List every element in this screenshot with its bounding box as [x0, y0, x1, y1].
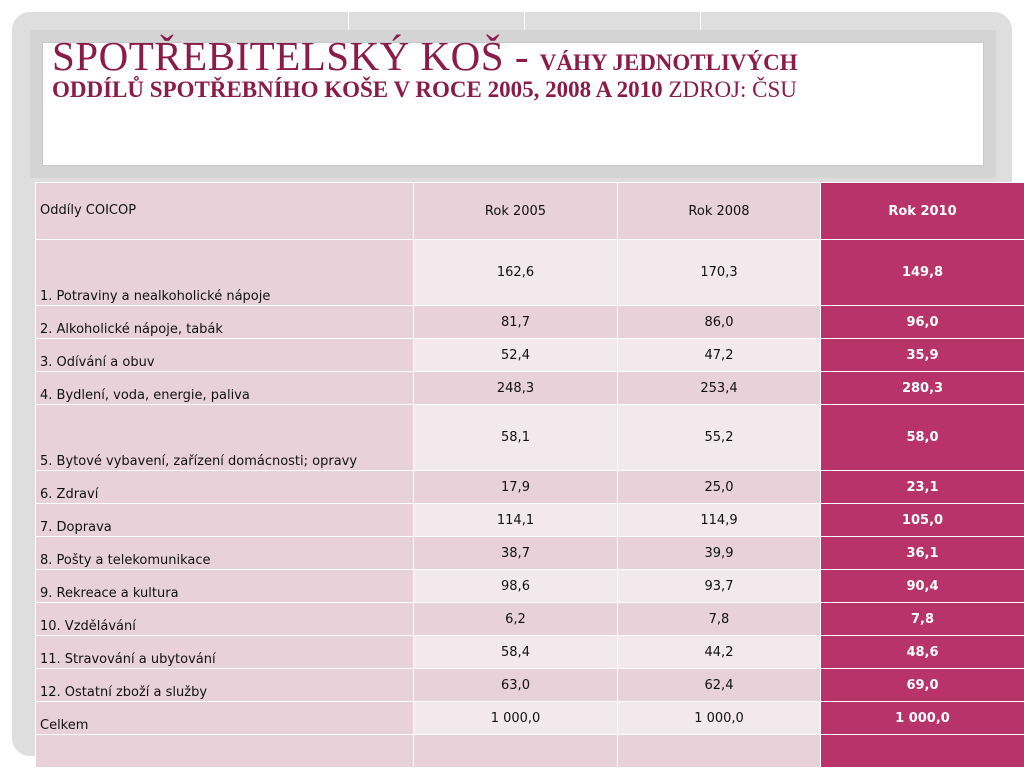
title-source: ZDROJ: ČSU: [662, 77, 797, 103]
cell-2010-total: 1 000,0: [821, 702, 1024, 735]
cell-2010: 69,0: [821, 669, 1024, 702]
table-row: [36, 339, 1024, 372]
row-label: 1. Potraviny a nealkoholické nápoje: [36, 240, 414, 306]
table-row: [36, 306, 1024, 339]
table-row: [36, 636, 1024, 669]
table-row-total: [36, 702, 1024, 735]
header-oddily: Oddíly COICOP: [36, 183, 414, 240]
cell-2008: 55,2: [618, 405, 821, 471]
table-row: [36, 669, 1024, 702]
row-label: 2. Alkoholické nápoje, tabák: [36, 306, 414, 339]
cell-2008: 170,3: [618, 240, 821, 306]
row-label: 11. Stravování a ubytování: [36, 636, 414, 669]
cell-2005: 81,7: [414, 306, 618, 339]
empty-cell: [36, 735, 414, 768]
cell-2010: 36,1: [821, 537, 1024, 570]
cell-2008: 25,0: [618, 471, 821, 504]
table-row: [36, 603, 1024, 636]
cell-2005: 248,3: [414, 372, 618, 405]
table-row: [36, 570, 1024, 603]
cell-2010: 105,0: [821, 504, 1024, 537]
header-rok-2008: Rok 2008: [618, 183, 821, 240]
cell-2008: 39,9: [618, 537, 821, 570]
table-row: [36, 405, 1024, 471]
table-row: [36, 240, 1024, 306]
cell-2005: 58,4: [414, 636, 618, 669]
row-label: 5. Bytové vybavení, zařízení domácnosti; opravy: [36, 405, 414, 471]
title-sub2: ODDÍLŮ SPOTŘEBNÍHO KOŠE V ROCE 2005, 2008 A 2010: [52, 77, 663, 103]
cell-2005: 63,0: [414, 669, 618, 702]
cell-2005: 52,4: [414, 339, 618, 372]
table-row: [36, 471, 1024, 504]
cell-2010: 35,9: [821, 339, 1024, 372]
cell-2005: 98,6: [414, 570, 618, 603]
row-label: 3. Odívání a obuv: [36, 339, 414, 372]
title-sub1: VÁHY JEDNOTLIVÝCH: [539, 50, 798, 75]
cell-2008: 93,7: [618, 570, 821, 603]
row-label-total: Celkem: [36, 702, 414, 735]
table-header-row: [36, 183, 1024, 240]
cell-2005: 162,6: [414, 240, 618, 306]
cell-2008-total: 1 000,0: [618, 702, 821, 735]
table-row: [36, 372, 1024, 405]
title-main: SPOTŘEBITELSKÝ KOŠ -: [52, 33, 540, 79]
cell-2010: 280,3: [821, 372, 1024, 405]
row-label: 7. Doprava: [36, 504, 414, 537]
cell-2005: 38,7: [414, 537, 618, 570]
cell-2008: 47,2: [618, 339, 821, 372]
cell-2010: 58,0: [821, 405, 1024, 471]
row-label: 10. Vzdělávání: [36, 603, 414, 636]
header-rok-2010: Rok 2010: [821, 183, 1024, 240]
cell-2008: 114,9: [618, 504, 821, 537]
cell-2010: 149,8: [821, 240, 1024, 306]
row-label: 4. Bydlení, voda, energie, paliva: [36, 372, 414, 405]
coicop-weights-table: [35, 182, 1024, 768]
slide-title: [52, 34, 1004, 103]
empty-cell: [618, 735, 821, 768]
cell-2008: 44,2: [618, 636, 821, 669]
cell-2005: 114,1: [414, 504, 618, 537]
cell-2008: 86,0: [618, 306, 821, 339]
cell-2010: 7,8: [821, 603, 1024, 636]
cell-2005: 17,9: [414, 471, 618, 504]
cell-2005: 6,2: [414, 603, 618, 636]
cell-2010: 48,6: [821, 636, 1024, 669]
cell-2005-total: 1 000,0: [414, 702, 618, 735]
table-row: [36, 537, 1024, 570]
cell-2008: 62,4: [618, 669, 821, 702]
cell-2008: 7,8: [618, 603, 821, 636]
row-label: 12. Ostatní zboží a služby: [36, 669, 414, 702]
cell-2005: 58,1: [414, 405, 618, 471]
row-label: 6. Zdraví: [36, 471, 414, 504]
table-row-empty: [36, 735, 1024, 768]
cell-2010: 90,4: [821, 570, 1024, 603]
header-rok-2005: Rok 2005: [414, 183, 618, 240]
cell-2010: 96,0: [821, 306, 1024, 339]
empty-cell: [414, 735, 618, 768]
cell-2010: 23,1: [821, 471, 1024, 504]
row-label: 8. Pošty a telekomunikace: [36, 537, 414, 570]
row-label: 9. Rekreace a kultura: [36, 570, 414, 603]
empty-cell: [821, 735, 1024, 768]
cell-2008: 253,4: [618, 372, 821, 405]
table-row: [36, 504, 1024, 537]
